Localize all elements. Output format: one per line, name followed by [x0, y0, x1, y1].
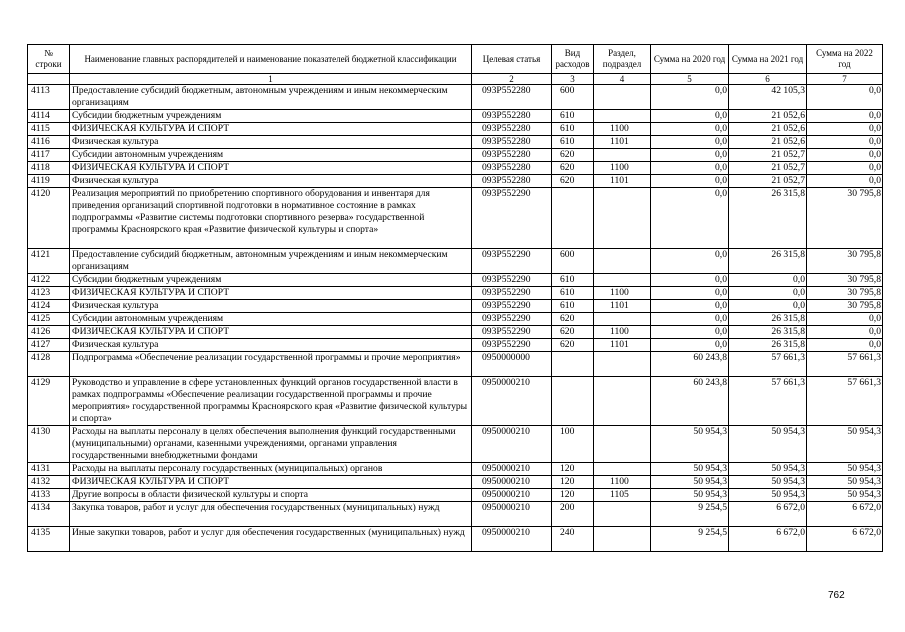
sum-2021: 57 661,3: [729, 352, 807, 377]
sum-2020: 0,0: [651, 300, 729, 313]
section-code: 1100: [594, 326, 651, 339]
row-number: 4124: [28, 300, 70, 313]
sum-2020: 0,0: [651, 123, 729, 136]
expense-type: 610: [552, 274, 594, 287]
row-number: 4120: [28, 188, 70, 249]
col-number: 2: [472, 74, 552, 85]
sum-2021: 21 052,6: [729, 136, 807, 149]
row-name: Расходы на выплаты персоналу государственных (муниципальных) органов: [70, 463, 472, 476]
sum-2022: 30 795,8: [807, 287, 883, 300]
target-code: 093P552280: [472, 149, 552, 162]
section-code: [594, 274, 651, 287]
expense-type: 200: [552, 502, 594, 527]
section-code: 1100: [594, 476, 651, 489]
table-row: [28, 339, 883, 352]
expense-type: 610: [552, 110, 594, 123]
header-vid: Вид расходов: [552, 45, 594, 74]
expense-type: 240: [552, 527, 594, 552]
table-row: [28, 476, 883, 489]
col-number: 7: [807, 74, 883, 85]
expense-type: 120: [552, 463, 594, 476]
col-number: 6: [729, 74, 807, 85]
target-code: 0950000000: [472, 352, 552, 377]
row-name: Физическая культура: [70, 175, 472, 188]
sum-2020: 50 954,3: [651, 489, 729, 502]
table-body: [28, 85, 883, 552]
sum-2022: 0,0: [807, 162, 883, 175]
sum-2022: 0,0: [807, 313, 883, 326]
target-code: 0950000210: [472, 426, 552, 463]
section-code: 1101: [594, 175, 651, 188]
target-code: 093P552280: [472, 110, 552, 123]
sum-2021: 26 315,8: [729, 313, 807, 326]
sum-2020: 0,0: [651, 110, 729, 123]
row-name: Предоставление субсидий бюджетным, автономным учреждениям и иным некоммерческим организациям: [70, 85, 472, 110]
sum-2021: 21 052,7: [729, 162, 807, 175]
section-code: 1101: [594, 136, 651, 149]
row-name: ФИЗИЧЕСКАЯ КУЛЬТУРА И СПОРТ: [70, 326, 472, 339]
sum-2021: 21 052,6: [729, 110, 807, 123]
header-sum-2020: Сумма на 2020 год: [651, 45, 729, 74]
target-code: 093P552280: [472, 85, 552, 110]
header-name: Наименование главных распорядителей и наименование показателей бюджетной классификации: [70, 45, 472, 74]
sum-2020: 0,0: [651, 313, 729, 326]
sum-2020: 50 954,3: [651, 426, 729, 463]
table-row: [28, 502, 883, 527]
target-code: 093P552290: [472, 249, 552, 274]
header-razdel: Раздел, подраздел: [594, 45, 651, 74]
row-number: 4131: [28, 463, 70, 476]
table-row: [28, 287, 883, 300]
table-row: [28, 326, 883, 339]
expense-type: 100: [552, 426, 594, 463]
expense-type: 600: [552, 85, 594, 110]
section-code: [594, 352, 651, 377]
target-code: 093P552290: [472, 188, 552, 249]
table-row: [28, 85, 883, 110]
sum-2022: 30 795,8: [807, 249, 883, 274]
sum-2022: 50 954,3: [807, 476, 883, 489]
row-number: 4121: [28, 249, 70, 274]
sum-2021: 6 672,0: [729, 527, 807, 552]
expense-type: 610: [552, 136, 594, 149]
header-row: [28, 45, 883, 74]
section-code: [594, 249, 651, 274]
section-code: [594, 313, 651, 326]
expense-type: 620: [552, 313, 594, 326]
table-row: [28, 175, 883, 188]
sum-2020: 50 954,3: [651, 476, 729, 489]
sum-2021: 57 661,3: [729, 377, 807, 426]
sum-2020: 0,0: [651, 287, 729, 300]
sum-2021: 50 954,3: [729, 463, 807, 476]
column-number-row: [28, 74, 883, 85]
expense-type: [552, 352, 594, 377]
table-row: [28, 352, 883, 377]
section-code: [594, 463, 651, 476]
row-name: Руководство и управление в сфере установленных функций органов государственной власти в рамках подпрограммы «Обеспечение реализации государственной программы и прочие мероприятия» государственной программы Красноярского края «Развитие физической культуры и спорта»: [70, 377, 472, 426]
sum-2020: 0,0: [651, 274, 729, 287]
target-code: 093P552290: [472, 300, 552, 313]
sum-2021: 0,0: [729, 300, 807, 313]
col-number: 4: [594, 74, 651, 85]
row-number: 4122: [28, 274, 70, 287]
row-number: 4115: [28, 123, 70, 136]
expense-type: 610: [552, 123, 594, 136]
sum-2021: 0,0: [729, 274, 807, 287]
row-number: 4130: [28, 426, 70, 463]
row-name: Другие вопросы в области физической культуры и спорта: [70, 489, 472, 502]
sum-2021: 26 315,8: [729, 188, 807, 249]
row-name: Физическая культура: [70, 136, 472, 149]
expense-type: 620: [552, 149, 594, 162]
sum-2022: 0,0: [807, 175, 883, 188]
row-name: Субсидии автономным учреждениям: [70, 313, 472, 326]
row-name: Субсидии автономным учреждениям: [70, 149, 472, 162]
table-row: [28, 123, 883, 136]
sum-2022: 0,0: [807, 85, 883, 110]
row-name: ФИЗИЧЕСКАЯ КУЛЬТУРА И СПОРТ: [70, 162, 472, 175]
sum-2020: 0,0: [651, 326, 729, 339]
sum-2021: 26 315,8: [729, 249, 807, 274]
row-number: 4114: [28, 110, 70, 123]
row-number: 4133: [28, 489, 70, 502]
sum-2020: 0,0: [651, 175, 729, 188]
sum-2020: 0,0: [651, 85, 729, 110]
row-number: 4135: [28, 527, 70, 552]
col-number: [28, 74, 70, 85]
row-number: 4113: [28, 85, 70, 110]
sum-2020: 9 254,5: [651, 527, 729, 552]
row-number: 4129: [28, 377, 70, 426]
expense-type: 600: [552, 249, 594, 274]
sum-2022: 50 954,3: [807, 426, 883, 463]
row-name: Закупка товаров, работ и услуг для обеспечения государственных (муниципальных) нужд: [70, 502, 472, 527]
sum-2021: 26 315,8: [729, 339, 807, 352]
row-name: Реализация мероприятий по приобретению спортивного оборудования и инвентаря для приведения организаций спортивной подготовки в нормативное состояние в рамках подпрограммы «Развитие системы подготовки спортивного резерва» государственной программы Красноярского края «Развитие физической культуры и спорта»: [70, 188, 472, 249]
sum-2021: 50 954,3: [729, 489, 807, 502]
row-name: ФИЗИЧЕСКАЯ КУЛЬТУРА И СПОРТ: [70, 287, 472, 300]
row-name: Физическая культура: [70, 300, 472, 313]
sum-2022: 30 795,8: [807, 274, 883, 287]
target-code: 0950000210: [472, 502, 552, 527]
sum-2021: 50 954,3: [729, 476, 807, 489]
row-name: Иные закупки товаров, работ и услуг для обеспечения государственных (муниципальных) нужд: [70, 527, 472, 552]
table-row: [28, 313, 883, 326]
target-code: 093P552290: [472, 313, 552, 326]
table-row: [28, 489, 883, 502]
sum-2020: 0,0: [651, 149, 729, 162]
target-code: 0950000210: [472, 489, 552, 502]
row-number: 4116: [28, 136, 70, 149]
target-code: 093P552290: [472, 287, 552, 300]
table-row: [28, 162, 883, 175]
row-name: Субсидии бюджетным учреждениям: [70, 110, 472, 123]
expense-type: 120: [552, 489, 594, 502]
row-name: Предоставление субсидий бюджетным, автономным учреждениям и иным некоммерческим организациям: [70, 249, 472, 274]
sum-2022: 30 795,8: [807, 188, 883, 249]
section-code: 1100: [594, 287, 651, 300]
section-code: [594, 110, 651, 123]
section-code: 1101: [594, 339, 651, 352]
target-code: 093P552290: [472, 274, 552, 287]
expense-type: 620: [552, 339, 594, 352]
sum-2021: 6 672,0: [729, 502, 807, 527]
header-sum-2021: Сумма на 2021 год: [729, 45, 807, 74]
sum-2020: 60 243,8: [651, 352, 729, 377]
sum-2022: 6 672,0: [807, 502, 883, 527]
expense-type: 620: [552, 326, 594, 339]
table-row: [28, 188, 883, 249]
row-name: ФИЗИЧЕСКАЯ КУЛЬТУРА И СПОРТ: [70, 123, 472, 136]
section-code: 1105: [594, 489, 651, 502]
sum-2021: 21 052,7: [729, 149, 807, 162]
header-target: Целевая статья: [472, 45, 552, 74]
target-code: 093P552280: [472, 162, 552, 175]
sum-2021: 0,0: [729, 287, 807, 300]
sum-2022: 0,0: [807, 339, 883, 352]
row-number: 4134: [28, 502, 70, 527]
row-name: Физическая культура: [70, 339, 472, 352]
section-code: [594, 85, 651, 110]
row-number: 4132: [28, 476, 70, 489]
expense-type: [552, 377, 594, 426]
section-code: 1100: [594, 162, 651, 175]
sum-2022: 0,0: [807, 136, 883, 149]
table-row: [28, 249, 883, 274]
row-number: 4117: [28, 149, 70, 162]
sum-2021: 42 105,3: [729, 85, 807, 110]
row-number: 4119: [28, 175, 70, 188]
expense-type: 620: [552, 162, 594, 175]
sum-2020: 0,0: [651, 162, 729, 175]
target-code: 093P552280: [472, 136, 552, 149]
sum-2020: 9 254,5: [651, 502, 729, 527]
row-number: 4127: [28, 339, 70, 352]
section-code: [594, 149, 651, 162]
sum-2020: 0,0: [651, 188, 729, 249]
sum-2022: 30 795,8: [807, 300, 883, 313]
budget-table: [27, 44, 883, 552]
col-number: 5: [651, 74, 729, 85]
row-name: Подпрограмма «Обеспечение реализации государственной программы и прочие мероприятия»: [70, 352, 472, 377]
table-row: [28, 274, 883, 287]
section-code: 1100: [594, 123, 651, 136]
section-code: [594, 502, 651, 527]
sum-2022: 0,0: [807, 123, 883, 136]
sum-2021: 21 052,6: [729, 123, 807, 136]
table-row: [28, 300, 883, 313]
row-name: Субсидии бюджетным учреждениям: [70, 274, 472, 287]
col-number: 3: [552, 74, 594, 85]
expense-type: 120: [552, 476, 594, 489]
sum-2022: 0,0: [807, 149, 883, 162]
sum-2020: 50 954,3: [651, 463, 729, 476]
section-code: [594, 377, 651, 426]
target-code: 093P552280: [472, 123, 552, 136]
header-sum-2022: Сумма на 2022 год: [807, 45, 883, 74]
target-code: 0950000210: [472, 463, 552, 476]
target-code: 0950000210: [472, 476, 552, 489]
sum-2021: 21 052,7: [729, 175, 807, 188]
row-number: 4125: [28, 313, 70, 326]
table-row: [28, 110, 883, 123]
table-row: [28, 136, 883, 149]
section-code: [594, 527, 651, 552]
sum-2022: 50 954,3: [807, 463, 883, 476]
target-code: 093P552290: [472, 326, 552, 339]
expense-type: [552, 188, 594, 249]
sum-2021: 26 315,8: [729, 326, 807, 339]
section-code: 1101: [594, 300, 651, 313]
sum-2020: 0,0: [651, 339, 729, 352]
target-code: 093P552290: [472, 339, 552, 352]
col-number: 1: [70, 74, 472, 85]
sum-2022: 50 954,3: [807, 489, 883, 502]
row-name: Расходы на выплаты персоналу в целях обеспечения выполнения функций государственными (муниципальными) органами, казенными учреждениями, органами управления государственными внебюджетными фондами: [70, 426, 472, 463]
table-row: [28, 527, 883, 552]
row-name: ФИЗИЧЕСКАЯ КУЛЬТУРА И СПОРТ: [70, 476, 472, 489]
sum-2022: 0,0: [807, 326, 883, 339]
sum-2022: 6 672,0: [807, 527, 883, 552]
sum-2021: 50 954,3: [729, 426, 807, 463]
table-row: [28, 377, 883, 426]
table-row: [28, 149, 883, 162]
row-number: 4118: [28, 162, 70, 175]
row-number: 4123: [28, 287, 70, 300]
sum-2020: 0,0: [651, 136, 729, 149]
expense-type: 620: [552, 175, 594, 188]
expense-type: 610: [552, 300, 594, 313]
sum-2022: 57 661,3: [807, 352, 883, 377]
target-code: 093P552280: [472, 175, 552, 188]
sum-2020: 60 243,8: [651, 377, 729, 426]
sum-2022: 57 661,3: [807, 377, 883, 426]
sum-2022: 0,0: [807, 110, 883, 123]
target-code: 0950000210: [472, 527, 552, 552]
target-code: 0950000210: [472, 377, 552, 426]
table-row: [28, 426, 883, 463]
section-code: [594, 426, 651, 463]
sum-2020: 0,0: [651, 249, 729, 274]
row-number: 4126: [28, 326, 70, 339]
expense-type: 610: [552, 287, 594, 300]
row-number: 4128: [28, 352, 70, 377]
page-number: 762: [828, 590, 845, 601]
header-row-no: № строки: [28, 45, 70, 74]
table-row: [28, 463, 883, 476]
section-code: [594, 188, 651, 249]
